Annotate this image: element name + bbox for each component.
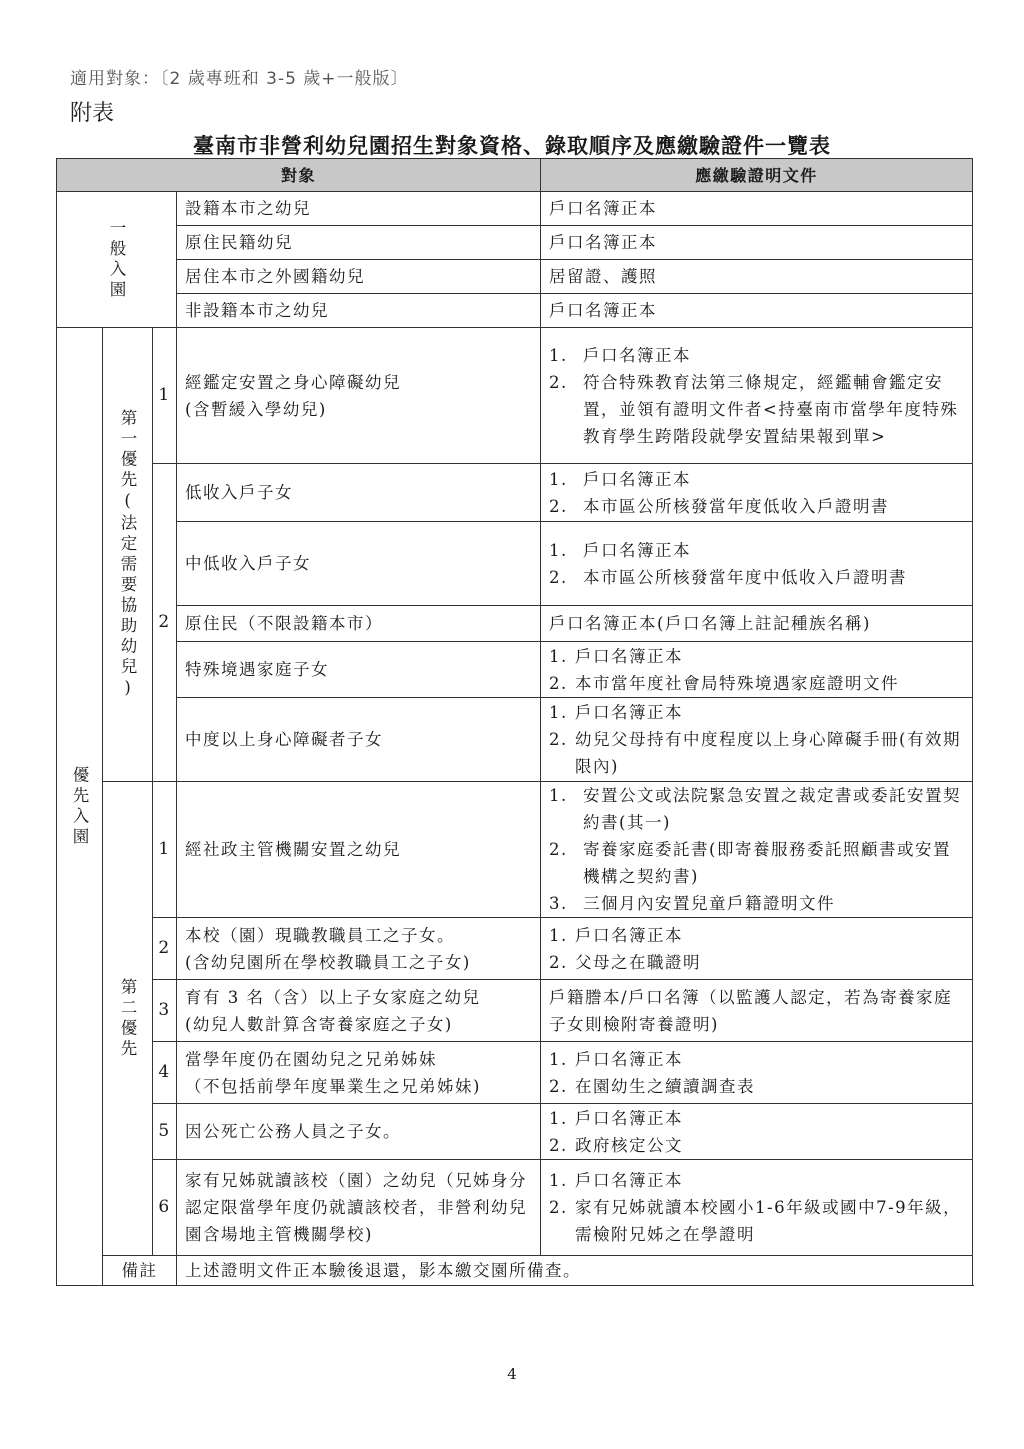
second-priority-label: 第二優先 xyxy=(103,782,153,1256)
general-target: 設籍本市之幼兒 xyxy=(177,192,541,226)
item-number: 6 xyxy=(153,1160,177,1256)
general-target: 非設籍本市之幼兒 xyxy=(177,294,541,328)
priority-target: 中度以上身心障礙者子女 xyxy=(177,698,541,782)
priority-docs: 1. 安置公文或法院緊急安置之裁定書或委託安置契約書(其一) 2. 寄養家庭委託書(即寄養服務委託照顧書或安置機構之契約書) 3. 三個月內安置兒童戶籍證明文件 xyxy=(541,782,973,918)
general-target: 居住本市之外國籍幼兒 xyxy=(177,260,541,294)
priority-docs: 1. 戶口名簿正本 2. 符合特殊教育法第三條規定，經鑑輔會鑑定安置，並領有證明文件者<持臺南市當學年度特殊教育學生跨階段就學安置結果報到單> xyxy=(541,328,973,464)
priority-docs: 1. 戶口名簿正本 2. 本市區公所核發當年度中低收入戶證明書 xyxy=(541,522,973,606)
priority-target: 經鑑定安置之身心障礙幼兒 (含暫緩入學幼兒) xyxy=(177,328,541,464)
priority-docs: 1. 戶口名簿正本 2. 政府核定公文 xyxy=(541,1104,973,1160)
priority-docs: 戶籍謄本/戶口名簿（以監護人認定，若為寄養家庭子女則檢附寄養證明) xyxy=(541,980,973,1042)
priority-docs: 1. 戶口名簿正本 2. 本市區公所核發當年度低收入戶證明書 xyxy=(541,464,973,522)
priority-target: 低收入戶子女 xyxy=(177,464,541,522)
priority-target: 原住民（不限設籍本市） xyxy=(177,606,541,642)
header-target: 對象 xyxy=(57,159,541,192)
priority-docs: 戶口名簿正本(戶口名簿上註記種族名稱) xyxy=(541,606,973,642)
appendix-label: 附表 xyxy=(70,101,115,126)
general-docs: 居留證、護照 xyxy=(541,260,973,294)
priority-docs: 1. 戶口名簿正本 2. 在園幼生之續讀調查表 xyxy=(541,1042,973,1104)
item-number: 4 xyxy=(153,1042,177,1104)
priority-target: 育有 3 名（含）以上子女家庭之幼兒 (幼兒人數計算含寄養家庭之子女) xyxy=(177,980,541,1042)
applies-to: 適用對象：〔2 歲專班和 3-5 歲+一般版〕 xyxy=(70,69,409,89)
priority-target: 當學年度仍在園幼兒之兄弟姊妹 （不包括前學年度畢業生之兄弟姊妹) xyxy=(177,1042,541,1104)
remark-label: 備註 xyxy=(103,1256,177,1286)
item-number: 2 xyxy=(153,464,177,782)
priority-target: 因公死亡公務人員之子女。 xyxy=(177,1104,541,1160)
general-target: 原住民籍幼兒 xyxy=(177,226,541,260)
first-priority-label: 第一優先(法定需要協助幼兒) xyxy=(103,328,153,782)
priority-target: 家有兄姊就讀該校（園）之幼兒（兄姊身分認定限當學年度仍就讀該校者，非營利幼兒園含場地主管機關學校) xyxy=(177,1160,541,1256)
priority-target: 經社政主管機關安置之幼兒 xyxy=(177,782,541,918)
general-docs: 戶口名簿正本 xyxy=(541,294,973,328)
item-number: 1 xyxy=(153,782,177,918)
document-title: 臺南市非營利幼兒園招生對象資格、錄取順序及應繳驗證件一覽表 xyxy=(193,133,831,158)
priority-docs: 1. 戶口名簿正本 2. 家有兄姊就讀本校國小1-6年級或國中7-9年級，需檢附兄姊之在學證明 xyxy=(541,1160,973,1256)
item-number: 2 xyxy=(153,918,177,980)
header-documents: 應繳驗證明文件 xyxy=(541,159,973,192)
general-admission-label: 一般入園 xyxy=(57,192,177,328)
remark-text: 上述證明文件正本驗後退還，影本繳交園所備查。 xyxy=(177,1256,973,1286)
priority-docs: 1. 戶口名簿正本 2. 本市當年度社會局特殊境遇家庭證明文件 xyxy=(541,642,973,698)
priority-target: 特殊境遇家庭子女 xyxy=(177,642,541,698)
admission-table xyxy=(56,158,973,1286)
item-number: 3 xyxy=(153,980,177,1042)
priority-target: 中低收入戶子女 xyxy=(177,522,541,606)
priority-docs: 1. 戶口名簿正本 2. 幼兒父母持有中度程度以上身心障礙手冊(有效期限內) xyxy=(541,698,973,782)
general-docs: 戶口名簿正本 xyxy=(541,192,973,226)
item-number: 1 xyxy=(153,328,177,464)
page-number: 4 xyxy=(507,1365,517,1383)
priority-docs: 1. 戶口名簿正本 2. 父母之在職證明 xyxy=(541,918,973,980)
priority-admission-label: 優先入園 xyxy=(57,328,103,1286)
general-docs: 戶口名簿正本 xyxy=(541,226,973,260)
priority-target: 本校（園）現職教職員工之子女。 (含幼兒園所在學校教職員工之子女) xyxy=(177,918,541,980)
item-number: 5 xyxy=(153,1104,177,1160)
